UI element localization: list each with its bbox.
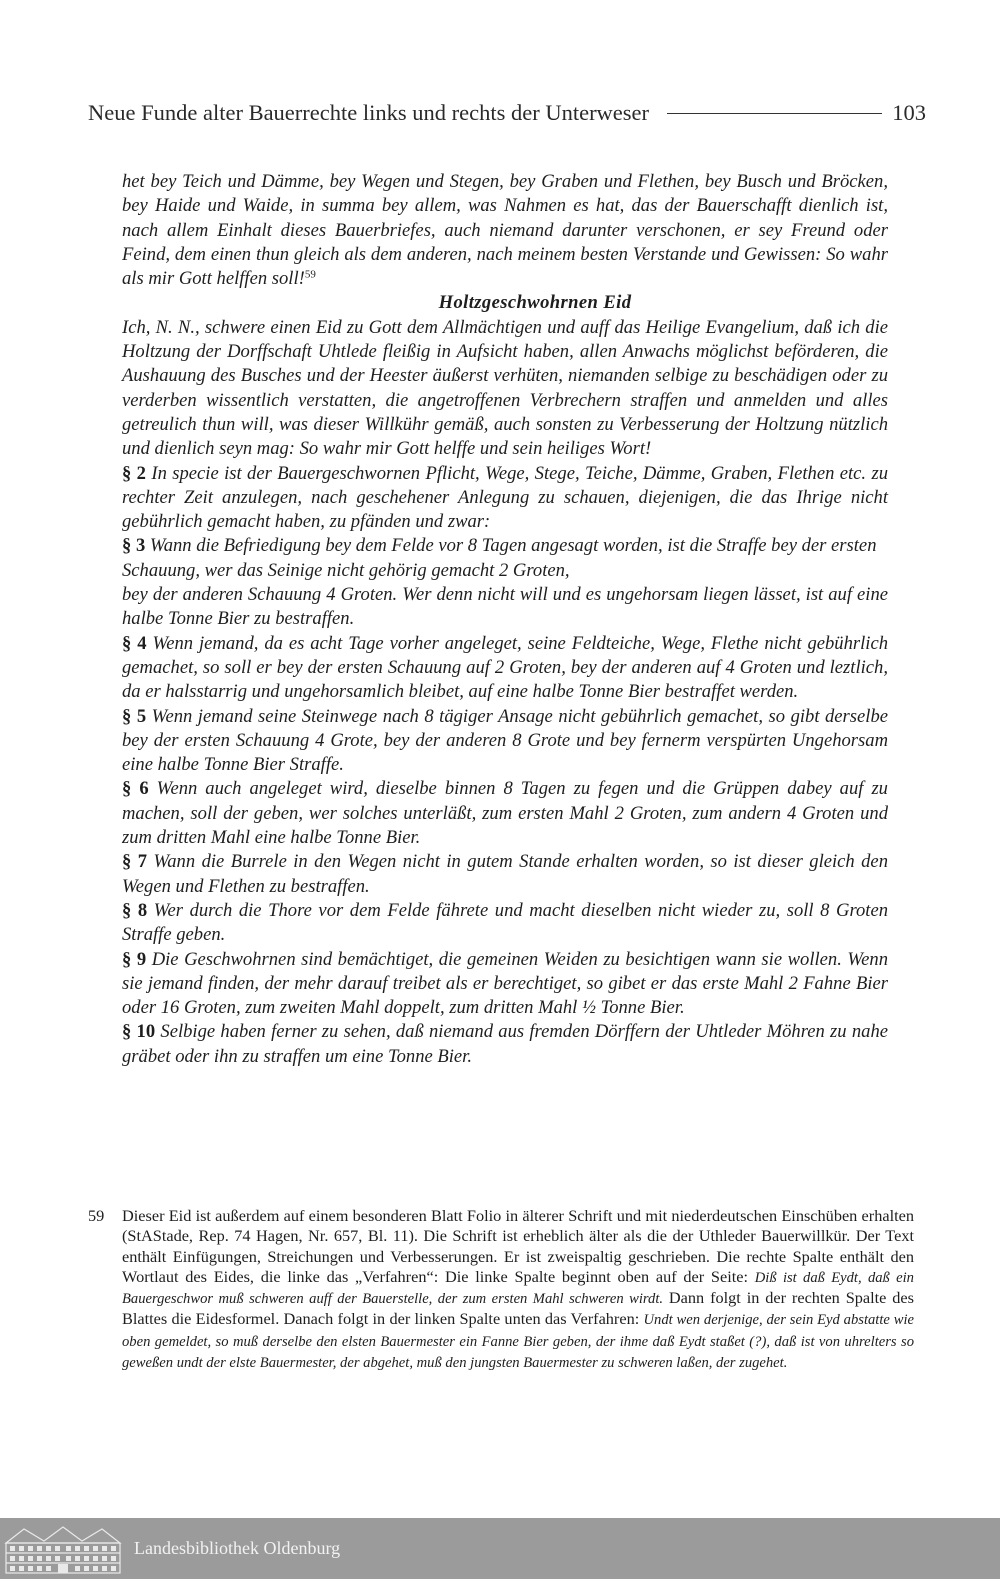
section-number: § 9 — [122, 948, 147, 970]
footnote-ref[interactable]: 59 — [304, 268, 316, 281]
section-4: § 4 Wenn jemand, da es acht Tage vorher angeleget, seine Feldteiche, Wege, Flethe nicht gebührlich gemachet, so soll er bey der ersten Schauung auf 2 Groten, bey der anderen auf 4 Groten und leztlich, da er halsstarrig und ungehorsamlich bleibet, auf eine halbe Tonne Bier bestraffet werden. — [122, 632, 888, 703]
footnote-quote: Diß ist daß Eydt, daß ein Bauergeschwor muß schweren auff der Bauerstelle, der zum ersten Mahl schweren wirdt. — [122, 1269, 914, 1308]
section-2: § 2 In specie ist der Bauergeschwornen Pflicht, Wege, Stege, Teiche, Dämme, Graben, Flethen etc. zu rechter Zeit anzulegen, nach geschehener Anlegung zu schauen, diejenigen, die das Ihrige nicht gebührlich gemacht haben, zu pfänden und zwar: — [122, 462, 888, 533]
page-number: 103 — [892, 100, 926, 125]
section-heading: Holtzgeschwohrnen Eid — [438, 292, 632, 314]
section-number: § 8 — [122, 899, 148, 921]
running-header — [88, 96, 926, 130]
library-building-icon — [4, 1523, 122, 1575]
library-name[interactable]: Landesbibliothek Oldenburg — [134, 1538, 341, 1558]
footnote-quote: Undt wen derjenige, der sein Eyd abstatte wie oben gemeldet, so muß derselbe den elsten Bauermester ein Fanne Bier geben, der ihme daß Eydt staßet (?), daß ist von uhrelters so geweßen undt der elste Bauermester, der abgehet, muß den jungsten Bauermester zu schweren laßen, der zugehet. — [122, 1312, 914, 1372]
footnote-body: Dieser Eid ist außerdem auf einem besonderen Blatt Folio in älterer Schrift und mit niederdeutschen Einschüben erhalten (StAStade, Rep. 74 Hagen, Nr. 657, Bl. 11). Die Schrift ist erheblich älter als die der Uthleder Bauerwillkür. Der Text enthält Einfügungen, Streichungen und Verbesserungen. Er ist zweispaltig geschrieben. Die rechte Spalte enthält den Wortlaut des Eides, die linke das „Verfahren“: Die linke Spalte beginnt oben auf der Seite: Diß ist daß Eydt, daß ein Bauergeschwor muß schweren auff der Bauerstelle, der zum ersten Mahl schweren wirdt. Dann folgt in der rechten Spalte des Blattes die Eidesformel. Danach folgt in der linken Spalte unten das Verfahren: Undt wen derjenige, der sein Eyd abstatte wie oben gemeldet, so muß derselbe den elsten Bauermester ein Fanne Bier geben, der ihme daß Eydt staßet (?), daß ist von uhrelters so geweßen undt der elste Bauermester, der abgehet, muß den jungsten Bauermester zu schweren laßen, der zugehet. — [122, 1206, 914, 1372]
section-number: § 5 — [122, 705, 147, 727]
section-number: § 7 — [122, 851, 148, 873]
section-3: § 3 Wann die Befriedigung bey dem Felde vor 8 Tagen angesagt worden, ist die Straffe bey der ersten Schauung, wer das Seinige nicht gehörig gemacht 2 Groten, — [122, 535, 877, 581]
library-footer — [0, 1518, 1000, 1579]
section-number: § 4 — [122, 632, 147, 654]
main-text — [122, 170, 888, 1069]
section-3-continued: bey der anderen Schauung 4 Groten. Wer denn nicht will und es ungehorsam liegen lässet, ist auf eine halbe Tonne Bier zu bestraffen. — [122, 584, 888, 630]
section-6: § 6 Wenn auch angeleget wird, dieselbe binnen 8 Tagen zu fegen und die Grüppen dabey auf zu machen, soll der geben, wer solches unterläßt, zum ersten Mahl 2 Groten, zum andern 4 Groten und zum dritten Mahl eine halbe Tonne Bier. — [122, 778, 888, 849]
section-number: § 3 — [122, 535, 146, 557]
footnote-number: 59 — [88, 1206, 105, 1225]
section-8: § 8 Wer durch die Thore vor dem Felde fährete und macht dieselben nicht wieder zu, soll 8 Groten Straffe geben. — [122, 899, 888, 946]
section-9: § 9 Die Geschwohrnen sind bemächtiget, die gemeinen Weiden zu besichtigen wann sie wollen. Wenn sie jemand finden, der mehr darauf treibet als er berechtiget, so gibet er das erste Mahl 2 Fahne Bier oder 16 Groten, zum zweiten Mahl doppelt, zum dritten Mahl ½ Tonne Bier. — [122, 948, 889, 1019]
section-number: § 6 — [122, 778, 149, 800]
section-5: § 5 Wenn jemand seine Steinwege nach 8 tägiger Ansage nicht gebührlich gemachet, so gibt derselbe bey der ersten Schauung 4 Grote, bey der anderen 8 Grote und bey fernerm verspürten Ungehorsam eine halbe Tonne Bier Straffe. — [122, 705, 889, 776]
intro-paragraph: het bey Teich und Dämme, bey Wegen und Stegen, bey Graben und Flethen, bey Busch und Bröcken, bey Haide und Waide, in summa bey allem, was Nahmen es hat, das der Bauerschafft dienlich ist, nach allem Einhalt dieses Bauerbriefes, auch niemand darunter verschonen, er sey Freund oder Feind, dem einen thun gleich als dem anderen, nach meinem besten Verstande und Gewissen: So wahr als mir Gott helffen soll!$^{59}$ — [122, 171, 888, 290]
footnote — [88, 1206, 914, 1373]
header-rule — [667, 113, 882, 114]
oath-paragraph: Ich, N. N., schwere einen Eid zu Gott dem Allmächtigen und auff das Heilige Evangelium, daß ich die Holtzung der Dorffschaft Uhtlede fleißig in Aufsicht haben, allen Anwachs möglichst beförderen, die Aushauung des Busches und der Heester äußerst verhüten, niemanden selbige zu beschädigen oder zu verderben wissentlich verstatten, die angetroffenen Verbrechern straffen und anmelden und alles getreulich thun will, was dieser Willkühr gemäß, auch sonsten zu Verbesserung der Holtzung nützlich und dienlich seyn mag: So wahr mir Gott helffe und sein heiliges Wort! — [122, 316, 888, 460]
running-title: Neue Funde alter Bauerrechte links und rechts der Unterweser — [88, 100, 650, 125]
section-7: § 7 Wann die Burrele in den Wegen nicht in gutem Stande erhalten worden, so ist dieser gleich den Wegen und Flethen zu bestraffen. — [122, 851, 888, 897]
section-10: § 10 Selbige haben ferner zu sehen, daß niemand aus fremden Dörffern der Uhtleder Möhren zu nahe gräbet oder ihn zu straffen um eine Tonne Bier. — [122, 1021, 888, 1067]
section-number: § 2 — [122, 462, 146, 484]
section-number: § 10 — [122, 1021, 156, 1043]
